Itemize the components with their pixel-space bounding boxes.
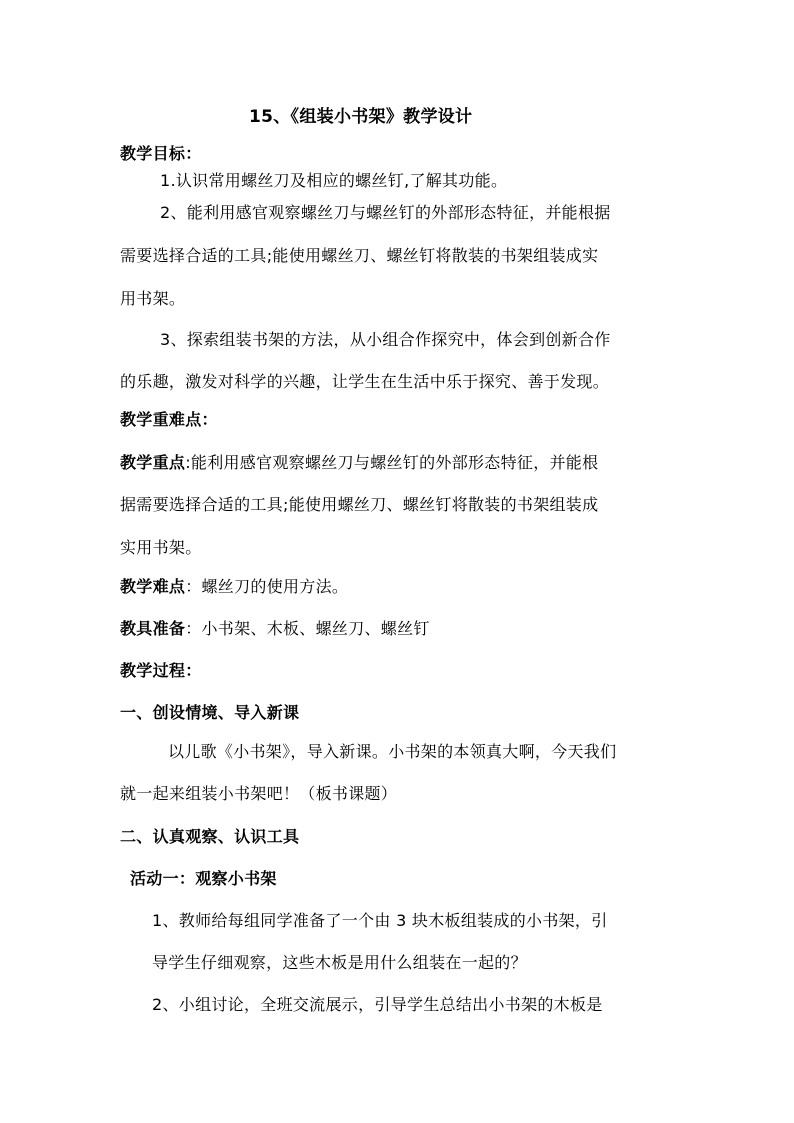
key-point-text-1: :能利用感官观察螺丝刀与螺丝钉的外部形态特征，并能根 xyxy=(185,453,599,472)
step-1-line-2: 导学生仔细观察，这些木板是用什么组装在一起的？ xyxy=(152,953,527,972)
section-1-heading: 一、创设情境、导入新课 xyxy=(120,703,300,722)
step-1-line-1: 1、教师给每组同学准备了一个由 3 块木板组装成的小书架，引 xyxy=(152,911,608,930)
objective-2-line-1: 2、能利用感官观察螺丝刀与螺丝钉的外部形态特征，并能根据 xyxy=(160,203,611,222)
step-2-line-1: 2、小组讨论，全班交流展示，引导学生总结出小书架的木板是 xyxy=(152,995,603,1014)
objectives-heading: 教学目标： xyxy=(120,144,202,163)
difficulty-label: 教学难点 xyxy=(120,577,186,596)
objective-2-line-2: 需要选择合适的工具;能使用螺丝刀、螺丝钉将散装的书架组装成实 xyxy=(120,246,599,265)
document-title: 15、《组装小书架》教学设计 xyxy=(249,107,473,127)
section-1-line-2: 就一起来组装小书架吧！（板书课题） xyxy=(120,784,398,803)
key-point-label: 教学重点 xyxy=(120,453,186,472)
tools-label: 教具准备 xyxy=(120,619,186,638)
objective-3-line-2: 的乐趣，激发对科学的兴趣，让学生在生活中乐于探究、善于发现。 xyxy=(120,372,610,391)
activity-1-heading: 活动一：观察小书架 xyxy=(130,869,277,888)
key-point-line-2: 据需要选择合适的工具;能使用螺丝刀、螺丝钉将散装的书架组装成 xyxy=(120,495,599,514)
key-point-line-1 xyxy=(120,452,598,474)
key-points-heading: 教学重难点： xyxy=(120,410,218,429)
tools-line xyxy=(120,618,430,640)
difficulty-text: ：螺丝刀的使用方法。 xyxy=(185,577,349,596)
section-2-heading: 二、认真观察、认识工具 xyxy=(120,827,300,846)
tools-text: ：小书架、木板、螺丝刀、螺丝钉 xyxy=(185,619,430,638)
objective-3-line-1: 3、探索组装书架的方法，从小组合作探究中，体会到创新合作 xyxy=(160,330,611,349)
section-1-line-1: 以儿歌《小书架》，导入新课。小书架的本领真大啊，今天我们 xyxy=(168,742,617,761)
objective-1: 1.认识常用螺丝刀及相应的螺丝钉,了解其功能。 xyxy=(160,171,508,190)
process-heading: 教学过程： xyxy=(120,661,202,680)
key-point-line-3: 实用书架。 xyxy=(120,538,202,557)
difficulty-line xyxy=(120,576,348,598)
objective-2-line-3: 用书架。 xyxy=(120,289,186,308)
